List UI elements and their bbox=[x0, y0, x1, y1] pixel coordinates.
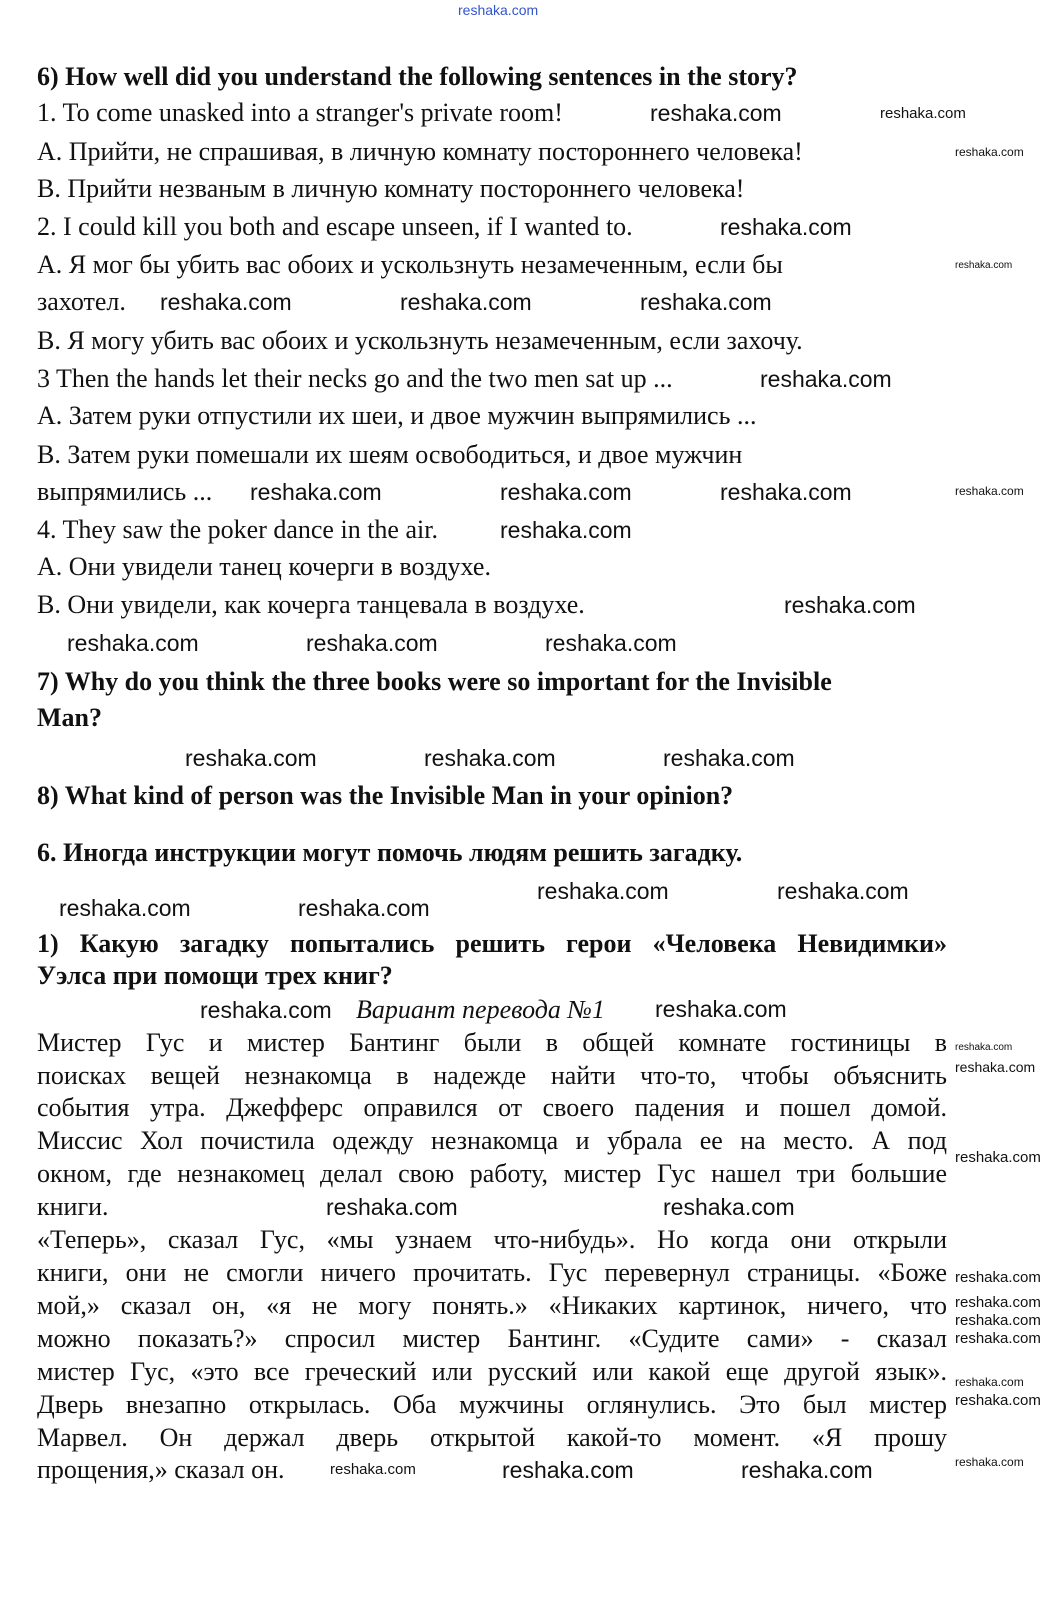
para-line: книги, они не смогли ничего прочитать. Гус перевернул страницы. «Боже bbox=[37, 1258, 947, 1287]
watermark: reshaka.com bbox=[640, 289, 772, 315]
watermark: reshaka.com bbox=[650, 100, 782, 126]
watermark: reshaka.com bbox=[200, 997, 332, 1023]
watermark: reshaka.com bbox=[502, 1457, 634, 1483]
watermark: reshaka.com bbox=[741, 1457, 873, 1483]
q6-line: B. Прийти незваным в личную комнату постороннего человека! bbox=[37, 174, 745, 203]
watermark: reshaka.com bbox=[306, 630, 438, 656]
watermark: reshaka.com bbox=[185, 745, 317, 771]
watermark: reshaka.com bbox=[326, 1194, 458, 1220]
watermark: reshaka.com bbox=[777, 878, 909, 904]
para-line: Мистер Гус и мистер Бантинг были в общей комнате гостиницы в bbox=[37, 1028, 947, 1057]
para-line: книги. bbox=[37, 1192, 109, 1221]
para-line: можно показать?» спросил мистер Бантинг. «Судите сами» - сказал bbox=[37, 1324, 947, 1353]
watermark: reshaka.com bbox=[500, 479, 632, 505]
question-8: 8) What kind of person was the Invisible Man in your opinion? bbox=[37, 781, 734, 810]
watermark: reshaka.com bbox=[955, 145, 1024, 159]
q6-line: B. Затем руки помешали их шеям освободиться, и двое мужчин bbox=[37, 440, 743, 469]
watermark: reshaka.com bbox=[955, 1059, 1036, 1075]
q6-line: B. Я могу убить вас обоих и ускользнуть незамеченным, если захочу. bbox=[37, 326, 803, 355]
para-line: поисках вещей незнакомца в надежде найти что-то, чтобы объяснить bbox=[37, 1061, 947, 1090]
para-line: прощения,» сказал он. bbox=[37, 1455, 285, 1484]
para-line: Марвел. Он держал дверь открытой какой-то момент. «Я прошу bbox=[37, 1423, 947, 1452]
para-line: Дверь внезапно открылась. Оба мужчины оглянулись. Это был мистер bbox=[37, 1390, 947, 1419]
watermark: reshaka.com bbox=[955, 1455, 1024, 1469]
watermark: reshaka.com bbox=[663, 1194, 795, 1220]
watermark: reshaka.com bbox=[250, 479, 382, 505]
watermark: reshaka.com bbox=[537, 878, 669, 904]
para-line: Миссис Хол почистила одежду незнакомца и убрала ее на место. А под bbox=[37, 1126, 947, 1155]
russian-question-1: 1) Какую загадку попытались решить герои «Человека Невидимки» bbox=[37, 929, 947, 958]
question-7: Man? bbox=[37, 703, 102, 732]
watermark: reshaka.com bbox=[955, 1042, 1013, 1053]
russian-question-1: Уэлса при помощи трех книг? bbox=[37, 961, 393, 990]
para-line: мой,» сказал он, «я не могу понять.» «Никаких картинок, ничего, что bbox=[37, 1291, 947, 1320]
q6-line: A. Я мог бы убить вас обоих и ускользнуть незамеченным, если бы bbox=[37, 250, 783, 279]
watermark: reshaka.com bbox=[500, 517, 632, 543]
para-line: окном, где незнакомец делал свою работу, мистер Гус нашел три большие bbox=[37, 1159, 947, 1188]
para-line: события утра. Джефферс оправился от своего падения и пошел домой. bbox=[37, 1093, 947, 1122]
site-watermark-top: reshaka.com bbox=[458, 2, 539, 18]
watermark: reshaka.com bbox=[655, 996, 787, 1022]
watermark: reshaka.com bbox=[663, 745, 795, 771]
watermark: reshaka.com bbox=[955, 1330, 1041, 1347]
watermark: reshaka.com bbox=[298, 895, 430, 921]
watermark: reshaka.com bbox=[955, 1149, 1041, 1166]
variant-heading: Вариант перевода №1 bbox=[356, 995, 605, 1024]
section-6-title: 6. Иногда инструкции могут помочь людям решить загадку. bbox=[37, 838, 743, 867]
watermark: reshaka.com bbox=[880, 105, 966, 122]
watermark: reshaka.com bbox=[955, 1269, 1041, 1286]
watermark: reshaka.com bbox=[955, 484, 1024, 498]
para-line: «Теперь», сказал Гус, «мы узнаем что-нибудь». Но когда они открыли bbox=[37, 1225, 947, 1254]
q6-line: A. Затем руки отпустили их шеи, и двое мужчин выпрямились ... bbox=[37, 401, 757, 430]
watermark: reshaka.com bbox=[545, 630, 677, 656]
watermark: reshaka.com bbox=[955, 1294, 1041, 1311]
watermark: reshaka.com bbox=[424, 745, 556, 771]
watermark: reshaka.com bbox=[720, 214, 852, 240]
watermark: reshaka.com bbox=[955, 1312, 1041, 1329]
watermark: reshaka.com bbox=[67, 630, 199, 656]
watermark: reshaka.com bbox=[955, 1375, 1024, 1389]
watermark: reshaka.com bbox=[720, 479, 852, 505]
watermark: reshaka.com bbox=[160, 289, 292, 315]
watermark: reshaka.com bbox=[760, 366, 892, 392]
q6-line: A. Прийти, не спрашивая, в личную комнату постороннего человека! bbox=[37, 137, 803, 166]
para-line: мистер Гус, «это все греческий или русский или какой еще другой язык». bbox=[37, 1357, 947, 1386]
q6-line: B. Они увидели, как кочерга танцевала в воздухе. bbox=[37, 590, 585, 619]
watermark: reshaka.com bbox=[955, 260, 1013, 271]
q6-line: 3 Then the hands let their necks go and the two men sat up ... bbox=[37, 364, 673, 393]
question-6-title: 6) How well did you understand the following sentences in the story? bbox=[37, 62, 798, 91]
q6-line: выпрямились ... bbox=[37, 477, 213, 506]
q6-line: захотел. bbox=[37, 287, 126, 316]
question-7: 7) Why do you think the three books were so important for the Invisible bbox=[37, 667, 832, 696]
q6-line: A. Они увидели танец кочерги в воздухе. bbox=[37, 552, 491, 581]
q6-line: 4. They saw the poker dance in the air. bbox=[37, 515, 438, 544]
watermark: reshaka.com bbox=[330, 1461, 416, 1478]
watermark: reshaka.com bbox=[400, 289, 532, 315]
q6-line: 2. I could kill you both and escape unseen, if I wanted to. bbox=[37, 212, 633, 241]
watermark: reshaka.com bbox=[955, 1392, 1041, 1409]
watermark: reshaka.com bbox=[784, 592, 916, 618]
watermark: reshaka.com bbox=[59, 895, 191, 921]
q6-line: 1. To come unasked into a stranger's private room! bbox=[37, 98, 563, 127]
